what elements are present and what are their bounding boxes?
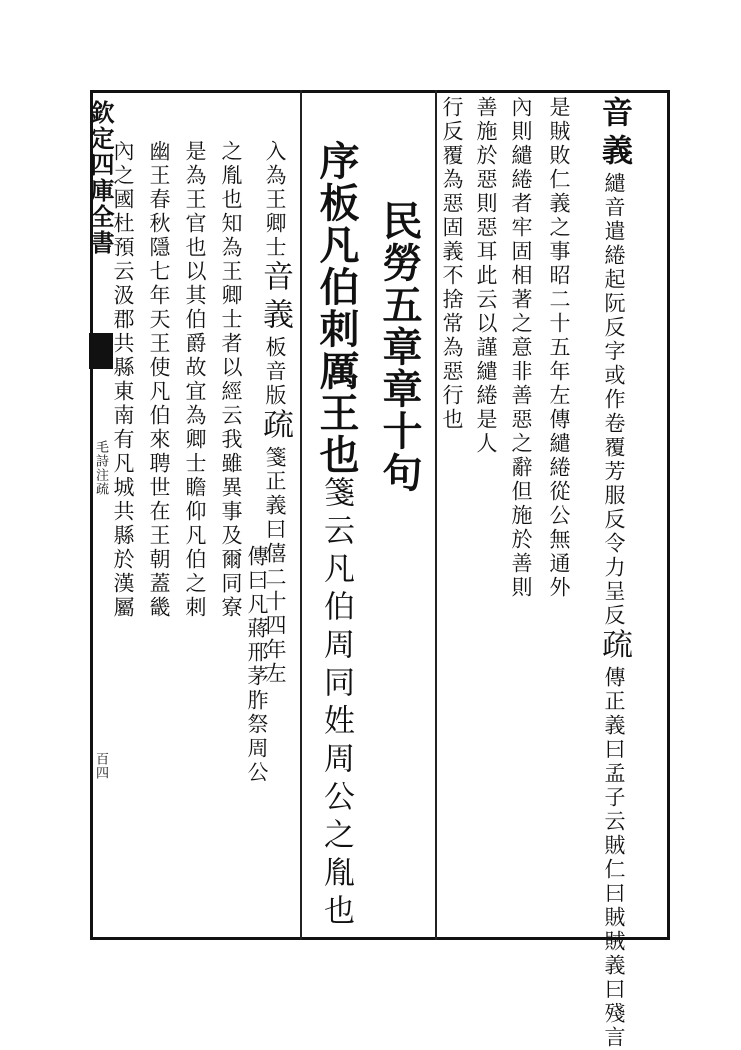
commentary-text: 之胤也知為王卿士者以經云我雖異事及爾同寮 xyxy=(219,140,243,620)
text-column xyxy=(441,96,462,432)
text-column xyxy=(548,96,569,600)
commentary-text: 內之國杜預云汲郡共縣東南有凡城共縣於漢屬 xyxy=(111,140,135,620)
commentary-text: 傳曰凡蔣邢茅胙祭周公 xyxy=(245,545,269,785)
text-column xyxy=(112,140,133,620)
text-column xyxy=(148,140,169,620)
column-rule xyxy=(435,90,437,940)
text-column xyxy=(220,140,241,620)
column-rule xyxy=(300,90,302,940)
book-title: 毛詩注疏 xyxy=(93,440,108,496)
text-column xyxy=(184,140,205,620)
commentary-text: 行反覆為惡固義不捨常為惡行也 xyxy=(440,96,464,432)
commentary-text: 內則繾綣者牢固相著之意非善惡之辭但施於善則 xyxy=(509,96,533,600)
commentary-text: 善施於惡則惡耳此云以謹繾綣是人 xyxy=(474,96,498,456)
main-text: 民勞五章章十句 xyxy=(376,200,423,494)
main-text: 疏 xyxy=(596,628,632,666)
commentary-text: 是賊敗仁義之事昭二十五年左傳繾綣從公無通外 xyxy=(547,96,571,600)
main-text: 疏 xyxy=(257,408,293,446)
commentary-text: 是為王官也以其伯爵故宜為卿士瞻仰凡伯之刺 xyxy=(183,140,207,620)
text-column xyxy=(376,200,423,494)
commentary-text: 箋正義曰僖二十四年左 xyxy=(263,446,287,686)
commentary-text: 繾音遣綣起阮反字或作卷覆芳服反令力呈反 xyxy=(602,172,626,628)
commentary-text: 板音版 xyxy=(263,336,287,408)
main-text: 序板凡伯刺厲王也 xyxy=(313,140,360,476)
commentary-text: 幽王春秋隱七年天王使凡伯來聘世在王朝蓋畿 xyxy=(147,140,171,620)
commentary-text: 入為王卿士 xyxy=(263,140,287,260)
text-column xyxy=(246,545,267,785)
text-column xyxy=(596,96,632,1050)
main-text: 音義 xyxy=(257,260,293,336)
page-number: 百四 xyxy=(93,752,108,780)
text-column xyxy=(313,140,360,932)
text-column xyxy=(510,96,531,600)
main-text: 箋云凡伯周同姓周公之胤也 xyxy=(318,476,354,932)
main-text: 音義 xyxy=(596,96,632,172)
text-column xyxy=(475,96,496,456)
commentary-text: 傳正義曰孟子云賊仁曰賊賊義曰殘言 xyxy=(602,666,626,1050)
edge-title: 欽定四庫全書 xyxy=(86,100,115,256)
